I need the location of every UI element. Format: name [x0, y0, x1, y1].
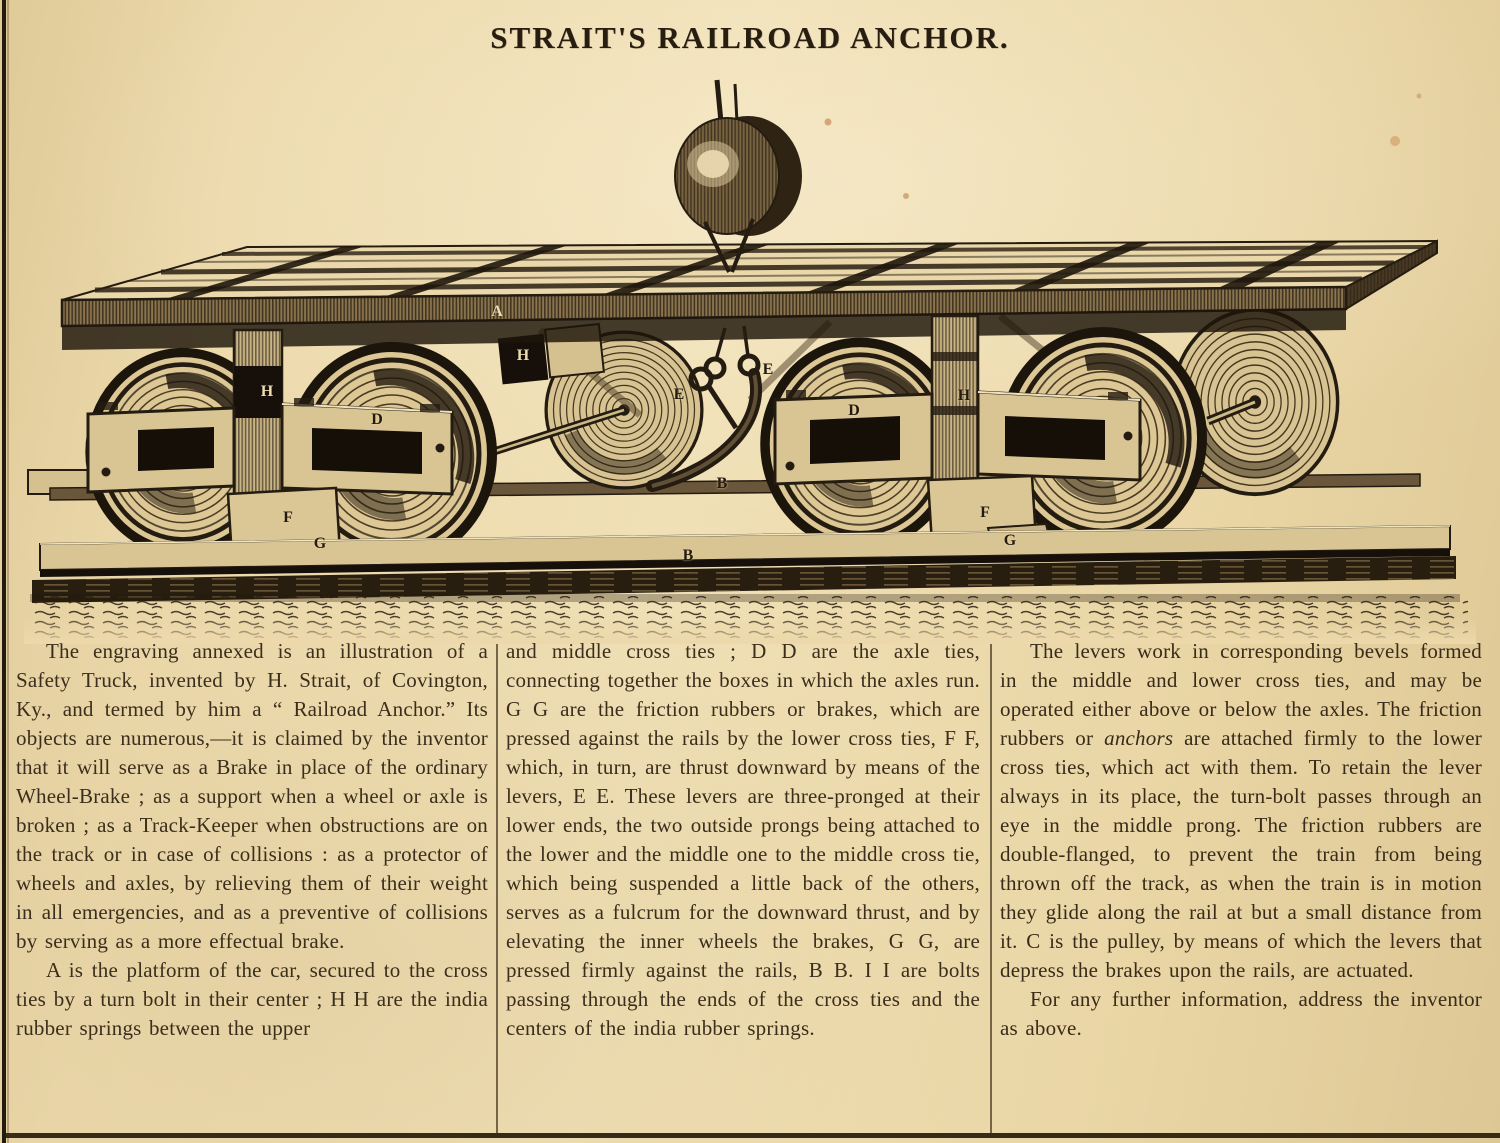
engraving-label-F: F — [980, 504, 990, 521]
paragraph: A is the platform of the car, secured to the cross ties by a turn bolt in their center ; H H are the india rubber springs between the upper — [16, 958, 488, 1040]
text-column-3 — [1000, 637, 1482, 1043]
paragraph: The engraving annexed is an illustration of a Safety Truck, invented by H. Strait, of Covington, Ky., and termed by him a “ Railroad Anchor.” Its objects are numerous,—it is claimed by the inventor that it will serve as a Brake in place of the ordinary Wheel-Brake ; as a support when a wheel or axle is broken ; as a Track-Keeper when obstructions are on the track or in case of collisions : as a protector of wheels and axles, by relieving them of their weight in all emergencies, and as a preventive of collisions by serving as a more effectual brake. — [16, 639, 488, 953]
page-bottom-rule — [6, 1133, 1500, 1138]
engraving-label-H: H — [516, 347, 530, 364]
text-columns — [16, 637, 1484, 1043]
engraving-label-G: G — [313, 535, 327, 552]
engraving-label-F: F — [283, 509, 293, 526]
engraving-label-H: H — [260, 383, 274, 400]
text-column-2 — [506, 637, 980, 1043]
engraving-label-E: E — [673, 386, 685, 403]
engraving-label-B: B — [716, 475, 728, 492]
page-left-edge-shadow — [7, 0, 9, 1143]
engraving-label-E: E — [762, 361, 774, 378]
engraving-label-D: D — [371, 411, 383, 428]
column-divider-1 — [496, 644, 498, 1133]
engraving-label-B: B — [682, 547, 694, 564]
engraving-label-A: A — [491, 303, 503, 320]
paragraph: For any further information, address the inventor as above. — [1000, 987, 1482, 1040]
page-title: STRAIT'S RAILROAD ANCHOR. — [490, 20, 1010, 55]
engraving-label-D: D — [848, 402, 860, 419]
engraving-label-H: H — [957, 387, 971, 404]
page-left-edge — [2, 0, 6, 1143]
engraving-label-G: G — [1003, 532, 1017, 549]
paragraph: The levers work in corresponding bevels formed in the middle and lower cross ties, and may be operated either above or below the axles. The friction rubbers or anchors are attached firmly to the lower cross ties, which act with them. To retain the lever always in its place, the turn-bolt passes through an eye in the middle prong. The friction rubbers are double-flanged, to prevent the train from being thrown off the track, as when the train is in motion they glide along the rail at but a small distance from it. C is the pulley, by means of which the levers that depress the brakes upon the rails, are actuated. — [1000, 639, 1482, 982]
paragraph: and middle cross ties ; D D are the axle ties, connecting together the boxes in which the axles run. G G are the friction rubbers or brakes, which are pressed against the rails by the lower cross ties, F F, which, in turn, are thrust downward by means of the levers, E E. These levers are three-pronged at their lower ends, the two outside prongs being attached to the lower and the middle one to the middle cross tie, which being suspended a little back of the others, serves as a fulcrum for the downward thrust, and by elevating the inner wheels the brakes, G G, are pressed firmly against the rails, B B. I I are bolts passing through the ends of the cross ties and the centers of the india rubber springs. — [506, 639, 980, 1040]
text-column-1 — [16, 637, 488, 1043]
column-divider-2 — [990, 644, 992, 1133]
